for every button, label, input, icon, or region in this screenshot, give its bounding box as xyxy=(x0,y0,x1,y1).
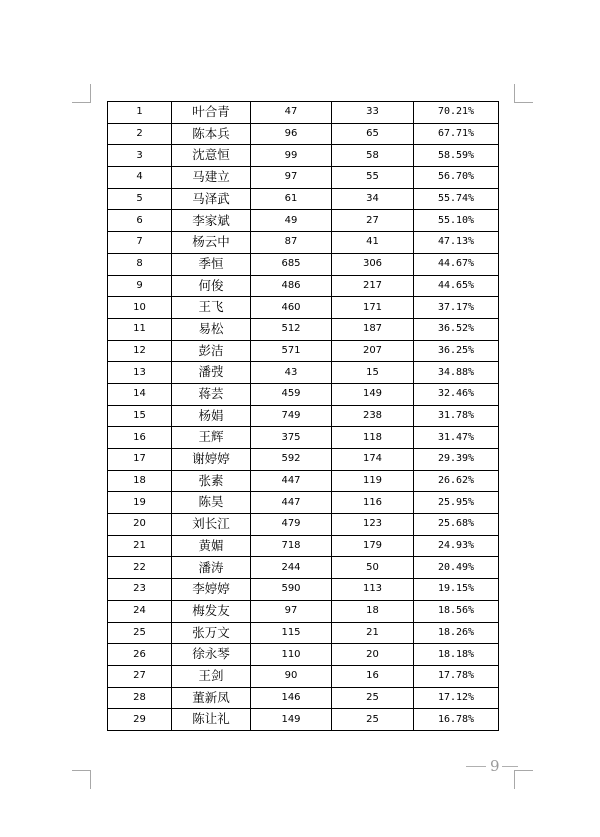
crop-mark-bottom-left xyxy=(72,770,91,789)
name-cell: 何俊 xyxy=(172,275,251,297)
name-cell: 王飞 xyxy=(172,297,251,319)
crop-mark-top-left xyxy=(72,84,91,103)
name-cell: 季恒 xyxy=(172,253,251,275)
percent-cell: 32.46% xyxy=(414,383,499,405)
rank-cell: 10 xyxy=(108,297,172,319)
table-row xyxy=(108,600,499,622)
percent-cell: 55.74% xyxy=(414,188,499,210)
table-row xyxy=(108,210,499,232)
count-cell: 306 xyxy=(332,253,414,275)
count-cell: 55 xyxy=(332,167,414,189)
name-cell: 蒋芸 xyxy=(172,383,251,405)
rank-cell: 18 xyxy=(108,470,172,492)
crop-mark-top-right xyxy=(514,84,533,103)
name-cell: 徐永琴 xyxy=(172,644,251,666)
rank-cell: 19 xyxy=(108,492,172,514)
count-cell: 118 xyxy=(332,427,414,449)
total-cell: 512 xyxy=(251,318,332,340)
table-row xyxy=(108,123,499,145)
rank-cell: 13 xyxy=(108,362,172,384)
rank-cell: 11 xyxy=(108,318,172,340)
count-cell: 41 xyxy=(332,232,414,254)
rank-cell: 5 xyxy=(108,188,172,210)
percent-cell: 24.93% xyxy=(414,535,499,557)
table-row xyxy=(108,535,499,557)
total-cell: 718 xyxy=(251,535,332,557)
total-cell: 110 xyxy=(251,644,332,666)
table-row xyxy=(108,427,499,449)
name-cell: 张万文 xyxy=(172,622,251,644)
count-cell: 33 xyxy=(332,102,414,124)
table-row xyxy=(108,383,499,405)
count-cell: 187 xyxy=(332,318,414,340)
table-row xyxy=(108,362,499,384)
percent-cell: 20.49% xyxy=(414,557,499,579)
table-row xyxy=(108,579,499,601)
name-cell: 马泽武 xyxy=(172,188,251,210)
rank-cell: 12 xyxy=(108,340,172,362)
name-cell: 易松 xyxy=(172,318,251,340)
name-cell: 沈意恒 xyxy=(172,145,251,167)
table-row xyxy=(108,102,499,124)
total-cell: 590 xyxy=(251,579,332,601)
count-cell: 179 xyxy=(332,535,414,557)
name-cell: 王辉 xyxy=(172,427,251,449)
percent-cell: 34.88% xyxy=(414,362,499,384)
table-row xyxy=(108,492,499,514)
table-row xyxy=(108,687,499,709)
count-cell: 20 xyxy=(332,644,414,666)
rank-cell: 9 xyxy=(108,275,172,297)
percent-cell: 47.13% xyxy=(414,232,499,254)
count-cell: 238 xyxy=(332,405,414,427)
percent-cell: 16.78% xyxy=(414,709,499,731)
table-row xyxy=(108,514,499,536)
rank-cell: 27 xyxy=(108,665,172,687)
rank-cell: 17 xyxy=(108,449,172,471)
count-cell: 58 xyxy=(332,145,414,167)
name-cell: 杨娟 xyxy=(172,405,251,427)
percent-cell: 18.56% xyxy=(414,600,499,622)
percent-cell: 67.71% xyxy=(414,123,499,145)
table-row xyxy=(108,297,499,319)
name-cell: 董新凤 xyxy=(172,687,251,709)
count-cell: 119 xyxy=(332,470,414,492)
table-row xyxy=(108,665,499,687)
rank-cell: 1 xyxy=(108,102,172,124)
count-cell: 25 xyxy=(332,709,414,731)
total-cell: 244 xyxy=(251,557,332,579)
count-cell: 113 xyxy=(332,579,414,601)
ranking-table-body xyxy=(108,102,499,731)
name-cell: 彭洁 xyxy=(172,340,251,362)
total-cell: 43 xyxy=(251,362,332,384)
table-row xyxy=(108,622,499,644)
footer-dash-right xyxy=(502,766,518,767)
total-cell: 447 xyxy=(251,470,332,492)
total-cell: 460 xyxy=(251,297,332,319)
percent-cell: 17.12% xyxy=(414,687,499,709)
total-cell: 486 xyxy=(251,275,332,297)
total-cell: 99 xyxy=(251,145,332,167)
total-cell: 90 xyxy=(251,665,332,687)
total-cell: 96 xyxy=(251,123,332,145)
table-row xyxy=(108,557,499,579)
total-cell: 479 xyxy=(251,514,332,536)
name-cell: 潘涛 xyxy=(172,557,251,579)
percent-cell: 55.10% xyxy=(414,210,499,232)
name-cell: 陈昊 xyxy=(172,492,251,514)
name-cell: 王剑 xyxy=(172,665,251,687)
percent-cell: 58.59% xyxy=(414,145,499,167)
rank-cell: 15 xyxy=(108,405,172,427)
name-cell: 谢婷婷 xyxy=(172,449,251,471)
count-cell: 149 xyxy=(332,383,414,405)
name-cell: 梅发友 xyxy=(172,600,251,622)
percent-cell: 19.15% xyxy=(414,579,499,601)
count-cell: 207 xyxy=(332,340,414,362)
total-cell: 375 xyxy=(251,427,332,449)
name-cell: 杨云中 xyxy=(172,232,251,254)
total-cell: 97 xyxy=(251,600,332,622)
total-cell: 61 xyxy=(251,188,332,210)
rank-cell: 28 xyxy=(108,687,172,709)
count-cell: 15 xyxy=(332,362,414,384)
percent-cell: 18.26% xyxy=(414,622,499,644)
table-row xyxy=(108,167,499,189)
table-row xyxy=(108,188,499,210)
total-cell: 571 xyxy=(251,340,332,362)
table-row xyxy=(108,253,499,275)
total-cell: 749 xyxy=(251,405,332,427)
rank-cell: 8 xyxy=(108,253,172,275)
rank-cell: 29 xyxy=(108,709,172,731)
page-number: 9 xyxy=(490,757,500,775)
name-cell: 陈本兵 xyxy=(172,123,251,145)
name-cell: 陈让礼 xyxy=(172,709,251,731)
percent-cell: 36.25% xyxy=(414,340,499,362)
rank-cell: 22 xyxy=(108,557,172,579)
count-cell: 50 xyxy=(332,557,414,579)
table-row xyxy=(108,145,499,167)
percent-cell: 26.62% xyxy=(414,470,499,492)
total-cell: 146 xyxy=(251,687,332,709)
name-cell: 李婷婷 xyxy=(172,579,251,601)
count-cell: 65 xyxy=(332,123,414,145)
rank-cell: 25 xyxy=(108,622,172,644)
table-row xyxy=(108,405,499,427)
rank-cell: 23 xyxy=(108,579,172,601)
rank-cell: 24 xyxy=(108,600,172,622)
rank-cell: 26 xyxy=(108,644,172,666)
count-cell: 34 xyxy=(332,188,414,210)
count-cell: 217 xyxy=(332,275,414,297)
table-row xyxy=(108,709,499,731)
rank-cell: 2 xyxy=(108,123,172,145)
total-cell: 149 xyxy=(251,709,332,731)
count-cell: 21 xyxy=(332,622,414,644)
percent-cell: 70.21% xyxy=(414,102,499,124)
name-cell: 叶合青 xyxy=(172,102,251,124)
percent-cell: 56.70% xyxy=(414,167,499,189)
total-cell: 459 xyxy=(251,383,332,405)
percent-cell: 17.78% xyxy=(414,665,499,687)
name-cell: 李家斌 xyxy=(172,210,251,232)
table-row xyxy=(108,470,499,492)
footer-dash-left xyxy=(466,766,486,767)
rank-cell: 7 xyxy=(108,232,172,254)
rank-cell: 3 xyxy=(108,145,172,167)
table-row xyxy=(108,644,499,666)
table-row xyxy=(108,340,499,362)
percent-cell: 25.95% xyxy=(414,492,499,514)
table-row xyxy=(108,449,499,471)
name-cell: 张素 xyxy=(172,470,251,492)
count-cell: 27 xyxy=(332,210,414,232)
rank-cell: 20 xyxy=(108,514,172,536)
total-cell: 115 xyxy=(251,622,332,644)
count-cell: 171 xyxy=(332,297,414,319)
percent-cell: 31.78% xyxy=(414,405,499,427)
total-cell: 685 xyxy=(251,253,332,275)
name-cell: 刘长江 xyxy=(172,514,251,536)
percent-cell: 18.18% xyxy=(414,644,499,666)
ranking-table xyxy=(107,101,499,731)
name-cell: 黄媚 xyxy=(172,535,251,557)
count-cell: 174 xyxy=(332,449,414,471)
percent-cell: 25.68% xyxy=(414,514,499,536)
percent-cell: 44.65% xyxy=(414,275,499,297)
total-cell: 49 xyxy=(251,210,332,232)
percent-cell: 37.17% xyxy=(414,297,499,319)
count-cell: 123 xyxy=(332,514,414,536)
count-cell: 116 xyxy=(332,492,414,514)
table-row xyxy=(108,275,499,297)
count-cell: 25 xyxy=(332,687,414,709)
count-cell: 16 xyxy=(332,665,414,687)
rank-cell: 16 xyxy=(108,427,172,449)
rank-cell: 4 xyxy=(108,167,172,189)
total-cell: 87 xyxy=(251,232,332,254)
table-row xyxy=(108,318,499,340)
total-cell: 47 xyxy=(251,102,332,124)
percent-cell: 44.67% xyxy=(414,253,499,275)
table-row xyxy=(108,232,499,254)
total-cell: 447 xyxy=(251,492,332,514)
percent-cell: 29.39% xyxy=(414,449,499,471)
name-cell: 马建立 xyxy=(172,167,251,189)
total-cell: 97 xyxy=(251,167,332,189)
name-cell: 潘弢 xyxy=(172,362,251,384)
page-footer xyxy=(466,756,526,776)
rank-cell: 21 xyxy=(108,535,172,557)
rank-cell: 6 xyxy=(108,210,172,232)
total-cell: 592 xyxy=(251,449,332,471)
count-cell: 18 xyxy=(332,600,414,622)
rank-cell: 14 xyxy=(108,383,172,405)
percent-cell: 36.52% xyxy=(414,318,499,340)
percent-cell: 31.47% xyxy=(414,427,499,449)
